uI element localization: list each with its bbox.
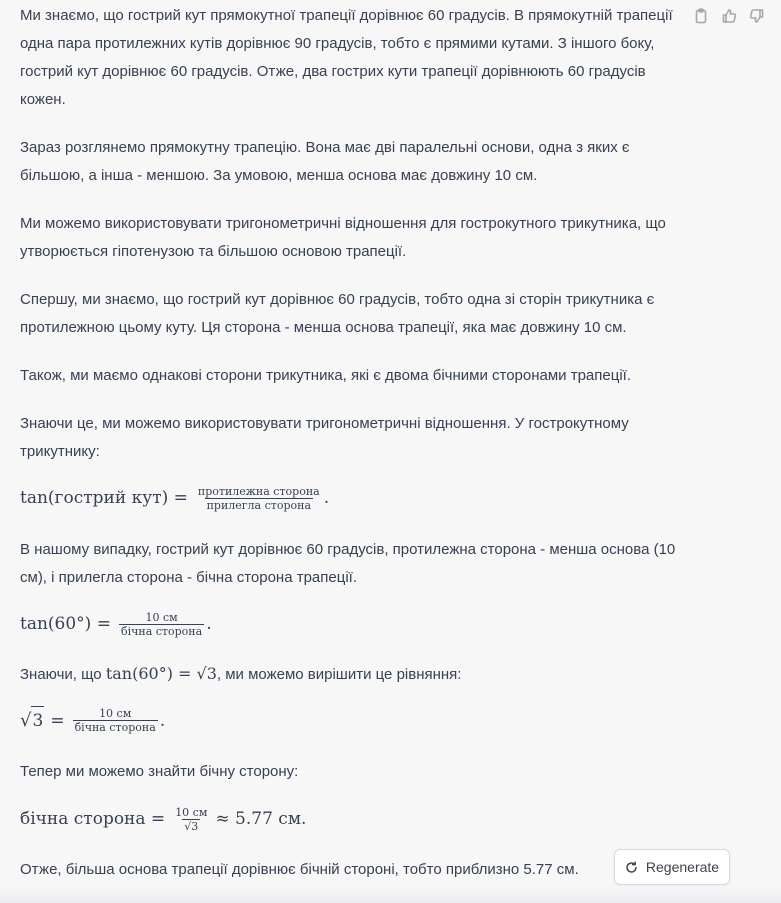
square-root <box>20 706 44 735</box>
bottom-divider <box>0 885 781 903</box>
fraction <box>196 485 322 512</box>
equals-sign: = <box>50 710 65 731</box>
regenerate-label: Regenerate <box>645 859 720 875</box>
refresh-icon <box>625 861 638 874</box>
thumbs-up-icon <box>721 8 737 24</box>
paragraph: Спершу, ми знаємо, що гострий кут дорівнює 60 градусів, тобто одна зі сторін трикутника є протилежною цьому куту. Ця сторона - менша основа трапеції, яка має довжину 10 см. <box>20 291 655 336</box>
formula-lhs: tan(гострий кут) = <box>20 488 188 508</box>
formula-end: . <box>206 614 212 634</box>
paragraph: Тепер ми можемо знайти бічну сторону: <box>20 763 299 780</box>
paragraph: Знаючи це, ми можемо використовувати тригонометричні відношення. У гострокутному трикутнику: <box>20 415 629 460</box>
paragraph: Отже, більша основа трапеції дорівнює бічній стороні, тобто приблизно 5.77 см. <box>20 861 579 878</box>
fraction <box>173 806 209 833</box>
formula-sqrt3-equation <box>20 706 165 735</box>
formula-side-result <box>20 805 306 833</box>
numerator: 10 см <box>99 707 132 720</box>
like-button[interactable] <box>719 6 739 26</box>
radical-sign: √ <box>20 710 32 731</box>
paragraph: Ми можемо використовувати тригонометричні відношення для гострокутного трикутника, що утворюється гіпотенузою та більшою основою трапеції. <box>20 215 666 260</box>
denominator: бічна сторона <box>74 721 156 734</box>
radicand: 3 <box>191 819 199 833</box>
formula-rhs: ≈ 5.77 см. <box>215 809 307 829</box>
formula-lhs: tan(60°) = <box>20 614 111 634</box>
fraction <box>73 707 158 734</box>
formula-end: . <box>323 488 330 508</box>
inline-prefix: Знаючи, що <box>20 666 106 683</box>
paragraph: В нашому випадку, гострий кут дорівнює 60 градусів, протилежна сторона - менша основа (10 см), і прилегла сторона - бічна сторона трапеції. <box>20 541 676 586</box>
inline-math: tan(60°) = √3 <box>105 664 217 683</box>
formula-tan-definition <box>20 484 329 512</box>
radicand: 3 <box>31 706 44 735</box>
numerator: 10 см <box>145 610 178 624</box>
paragraph: Ми знаємо, що гострий кут прямокутної трапеції дорівнює 60 градусів. В прямокутній трапеції одна пара протилежних кутів дорівнює 90 градусів, тобто є прямими кутами. З іншого боку, гострий кут дорівнює 60 градусів. Отже, два гострих кути трапеції дорівнюють 60 градусів кожен. <box>20 7 673 108</box>
numerator: 10 см <box>175 805 208 819</box>
paragraph: Зараз розглянемо прямокутну трапецію. Вона має дві паралельні основи, одна з яких є більшою, а інша - меншою. За умовою, менша основа має довжину 10 см. <box>20 139 630 184</box>
formula-lhs: бічна сторона = <box>20 809 166 829</box>
thumbs-down-icon <box>749 8 765 24</box>
denominator: прилегла сторона <box>206 498 312 512</box>
regenerate-button[interactable] <box>614 849 730 885</box>
numerator: протилежна сторона <box>197 484 320 498</box>
denominator: бічна сторона <box>120 624 203 638</box>
formula-tan60 <box>20 610 212 638</box>
fraction <box>119 611 204 638</box>
clipboard-icon <box>693 8 709 24</box>
formula-end: . <box>159 710 166 731</box>
copy-button[interactable] <box>691 6 711 26</box>
inline-suffix: , ми можемо вирішити це рівняння: <box>216 666 462 683</box>
dislike-button[interactable] <box>747 6 767 26</box>
paragraph: Також, ми маємо однакові сторони трикутника, які є двома бічними сторонами трапеції. <box>20 367 631 384</box>
denominator: √3 <box>184 819 199 833</box>
message-actions <box>691 6 767 26</box>
paragraph-inline-math <box>20 660 680 689</box>
